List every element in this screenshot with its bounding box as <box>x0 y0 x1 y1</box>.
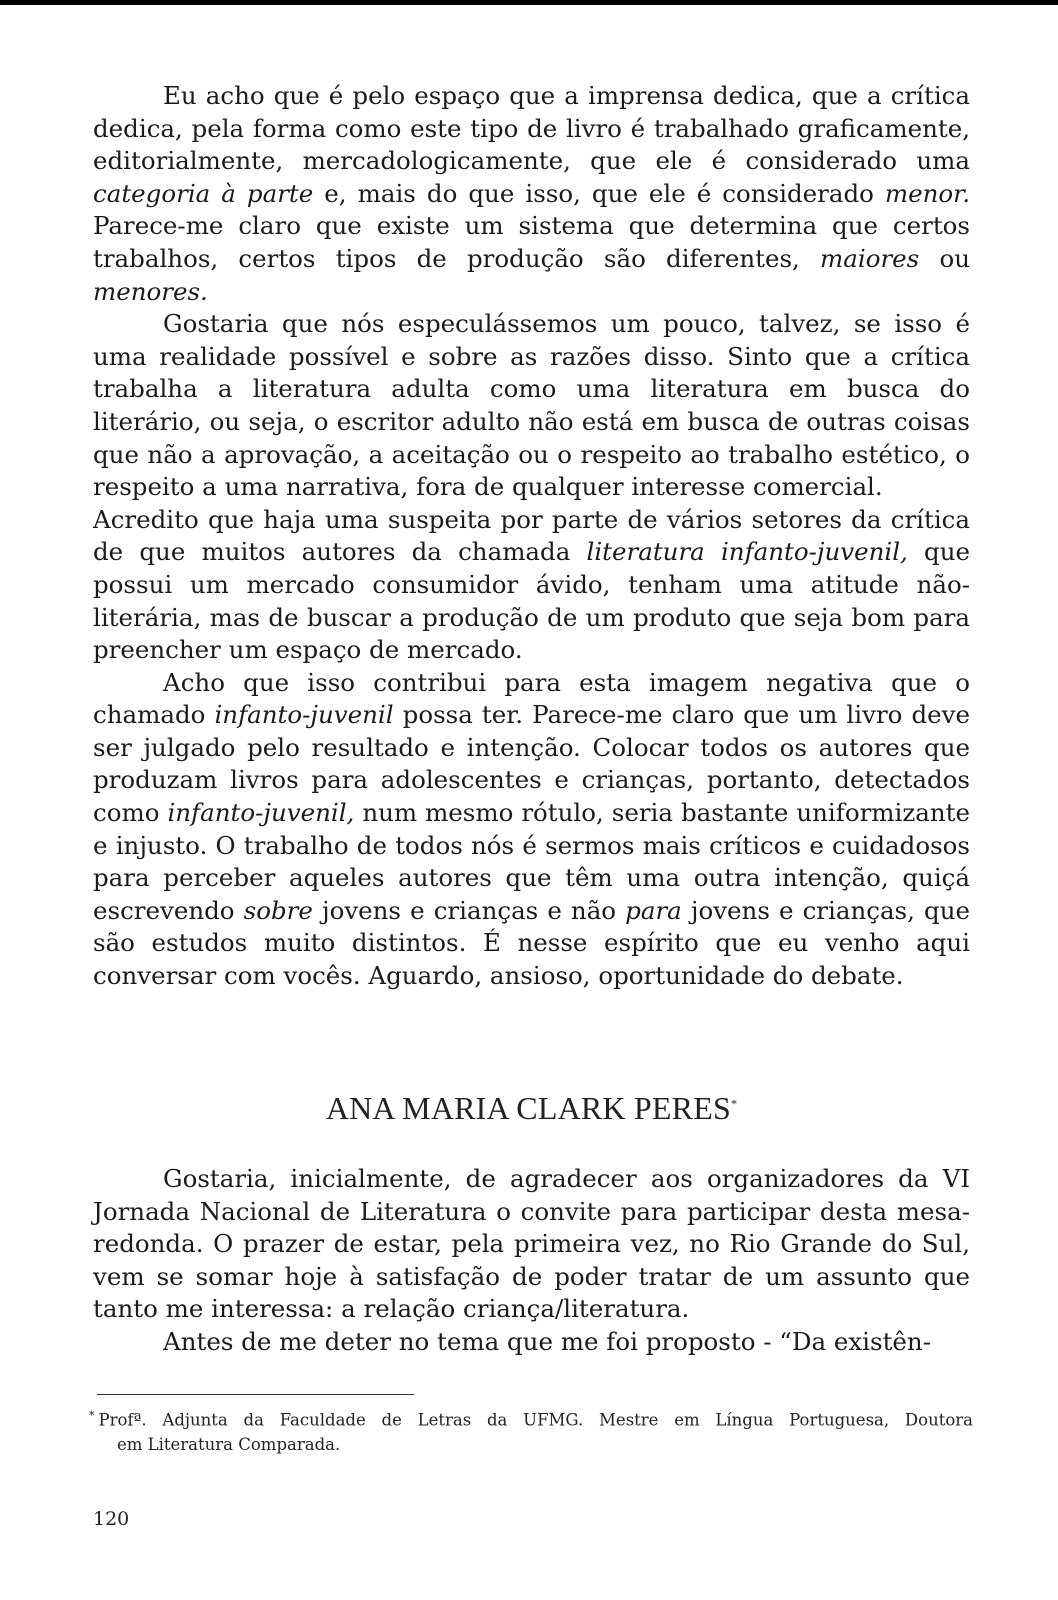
footnote-rule <box>97 1394 414 1395</box>
section-heading-name: ANA MARIA CLARK PERES <box>325 1090 731 1126</box>
italic-phrase: sobre <box>243 895 313 925</box>
footnote-marker: * <box>89 1409 95 1422</box>
footnote-line <box>89 1404 973 1433</box>
page-number: 120 <box>93 1508 130 1530</box>
paragraph: Gostaria, inicialmente, de agradecer aos organizadores da VI Jornada Nacional de Literatura o convite para participar desta mesa-redonda. O prazer de estar, pela primeira vez, no Rio Grande do Sul, vem se somar hoje à satisfação de poder tratar de um assunto que tanto me interessa: a relação criança/literatura. <box>93 1164 970 1324</box>
paragraph: Acho que isso contribui para esta imagem negativa que o chamado infanto-juvenil possa ter. Parece-me claro que um livro deve ser julgado pelo resultado e intenção. Colocar todos os autores que produzam livros para adolescentes e crianças, portanto, detectados como infanto-juvenil, num mesmo rótulo, seria bastante uniformizante e injusto. O trabalho de todos nós é sermos mais críticos e cuidadosos para perceber aqueles autores que têm uma outra intenção, quiçá escrevendo sobre jovens e crianças e não para jovens e crianças, que são estudos muito distintos. É nesse espírito que eu venho aqui conversar com vocês. Aguardo, ansioso, oportunidade do debate. <box>93 667 970 991</box>
italic-phrase: categoria à parte <box>93 178 314 208</box>
footnote <box>89 1404 973 1457</box>
paragraph: Acredito que haja uma suspeita por parte de vários setores da crítica de que muitos autores da chamada literatura infanto-juvenil, que possui um mercado consumidor ávido, tenham uma atitude não-literária, mas de buscar a produção de um produto que seja bom para preencher um espaço de mercado. <box>93 504 970 665</box>
footnote-line: em Literatura Comparada. <box>117 1434 341 1454</box>
italic-phrase: infanto-juvenil <box>214 700 394 730</box>
section-heading <box>93 1090 970 1127</box>
body-text-bottom <box>93 1163 970 1359</box>
italic-phrase: maiores <box>820 243 920 273</box>
italic-phrase: infanto-juvenil, <box>167 798 355 828</box>
heading-footnote-marker: * <box>730 1096 738 1111</box>
paragraph: Antes de me deter no tema que me foi proposto - “Da existên- <box>163 1326 931 1356</box>
scan-top-border <box>0 0 1058 5</box>
footnote-text: Profª. Adjunta da Faculdade de Letras da UFMG. Mestre em Língua Portuguesa, Doutora <box>98 1410 973 1430</box>
italic-phrase: menores. <box>93 276 208 306</box>
body-text-top <box>93 80 970 993</box>
italic-phrase: menor. <box>884 178 970 208</box>
italic-phrase: literatura infanto-juvenil, <box>586 537 908 567</box>
paragraph: Eu acho que é pelo espaço que a imprensa dedica, que a crítica dedica, pela forma como este tipo de livro é trabalhado graficamente, editorialmente, mercadologicamente, que ele é considerado uma categoria à parte e, mais do que isso, que ele é considerado menor. Parece-me claro que existe um sistema que determina que certos trabalhos, certos tipos de produção são diferentes, maiores ou menores. <box>93 81 970 306</box>
paragraph: Gostaria que nós especulássemos um pouco, talvez, se isso é uma realidade possível e sobre as razões disso. Sinto que a crítica trabalha a literatura adulta como uma literatura em busca do literário, ou seja, o escritor adulto não está em busca de outras coisas que não a aprovação, a aceitação ou o respeito ao trabalho estético, o respeito a uma narrativa, fora de qualquer interesse comercial. <box>93 309 970 502</box>
italic-phrase: para <box>625 895 682 925</box>
